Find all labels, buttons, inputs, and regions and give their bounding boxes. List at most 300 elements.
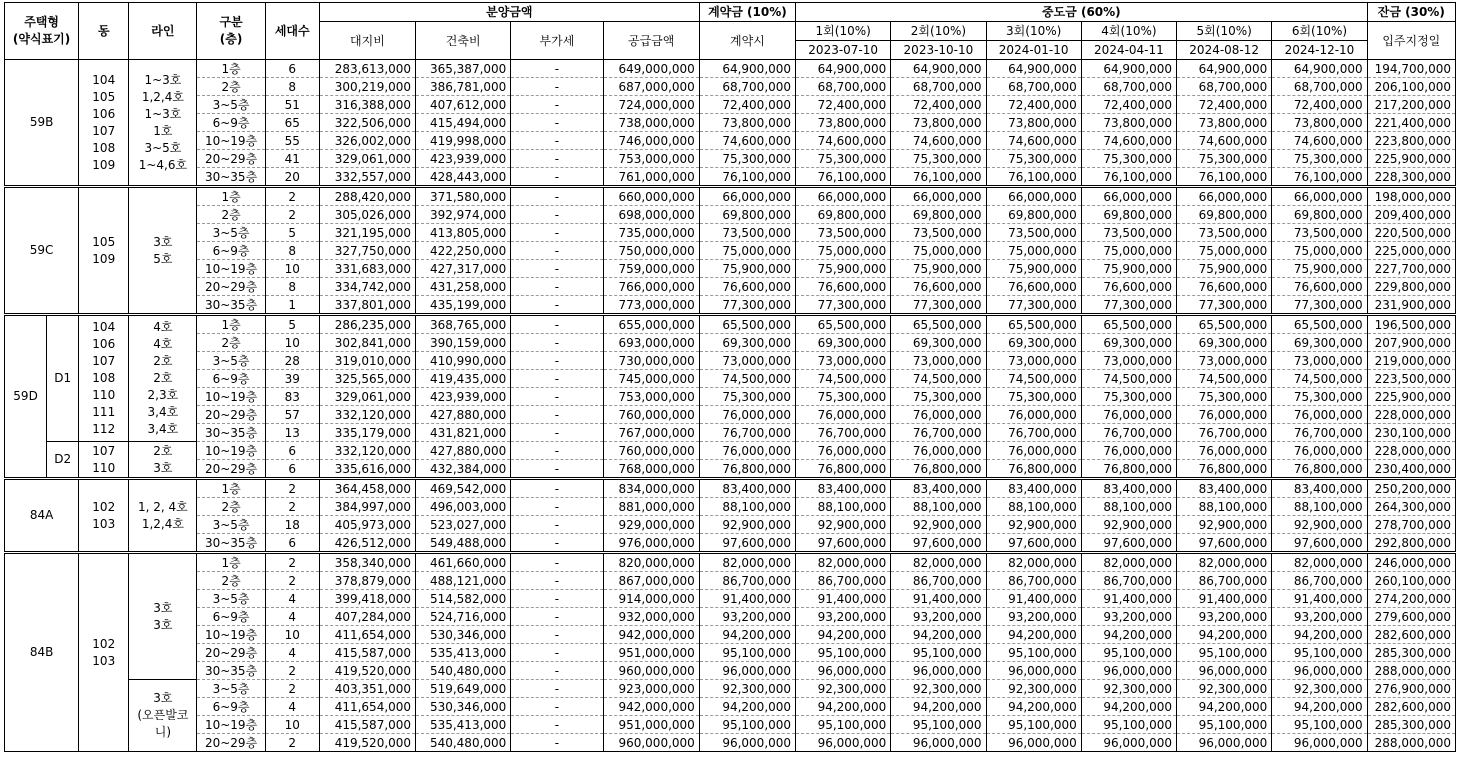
housing-type-cell: 84A [5, 479, 79, 553]
interim-installment-5-cell: 95,100,000 [1177, 716, 1272, 734]
building-cost-cell: 535,413,000 [416, 644, 511, 662]
balance-cell: 264,300,000 [1367, 498, 1455, 516]
households-cell: 6 [265, 460, 319, 479]
vat-cell: - [511, 608, 603, 626]
deposit-cell: 72,400,000 [699, 96, 795, 114]
floor-cell: 30~35층 [197, 168, 265, 187]
building-cost-cell: 386,781,000 [416, 78, 511, 96]
interim-installment-6-cell: 82,000,000 [1272, 553, 1367, 572]
interim-installment-2-cell: 76,100,000 [891, 168, 986, 187]
table-row [5, 460, 1456, 479]
balance-cell: 285,300,000 [1367, 644, 1455, 662]
interim-installment-1-cell: 92,900,000 [796, 516, 891, 534]
interim-installment-6-cell: 75,300,000 [1272, 388, 1367, 406]
balance-cell: 209,400,000 [1367, 206, 1455, 224]
deposit-cell: 86,700,000 [699, 572, 795, 590]
balance-cell: 225,900,000 [1367, 150, 1455, 168]
supply-amount-cell: 766,000,000 [603, 278, 699, 296]
interim-installment-3-cell: 75,000,000 [986, 242, 1081, 260]
interim-installment-4-cell: 76,000,000 [1081, 406, 1176, 424]
table-row [5, 370, 1456, 388]
supply-amount-cell: 730,000,000 [603, 352, 699, 370]
housing-type-cell: 59C [5, 187, 79, 315]
floor-cell: 20~29층 [197, 406, 265, 424]
building-cost-cell: 519,649,000 [416, 680, 511, 698]
land-cost-cell: 335,616,000 [319, 460, 415, 479]
floor-cell: 6~9층 [197, 242, 265, 260]
interim-installment-3-cell: 75,900,000 [986, 260, 1081, 278]
vat-cell: - [511, 296, 603, 315]
floor-cell: 10~19층 [197, 716, 265, 734]
interim-installment-3-cell: 95,100,000 [986, 644, 1081, 662]
deposit-cell: 95,100,000 [699, 716, 795, 734]
interim-installment-3-cell: 77,300,000 [986, 296, 1081, 315]
table-row [5, 96, 1456, 114]
deposit-cell: 93,200,000 [699, 608, 795, 626]
land-cost-cell: 407,284,000 [319, 608, 415, 626]
balance-cell: 288,000,000 [1367, 662, 1455, 680]
interim-installment-6-cell: 96,000,000 [1272, 734, 1367, 752]
interim-installment-1-cell: 76,000,000 [796, 442, 891, 460]
interim-installment-2-cell: 96,000,000 [891, 662, 986, 680]
supply-amount-cell: 745,000,000 [603, 370, 699, 388]
building-cost-cell: 419,998,000 [416, 132, 511, 150]
land-cost-cell: 331,683,000 [319, 260, 415, 278]
interim-installment-3-cell: 69,800,000 [986, 206, 1081, 224]
deposit-cell: 75,300,000 [699, 150, 795, 168]
building-cost-cell: 496,003,000 [416, 498, 511, 516]
floor-cell: 1층 [197, 60, 265, 78]
vat-cell: - [511, 644, 603, 662]
interim-installment-3-cell: 76,800,000 [986, 460, 1081, 479]
interim-installment-4-cell: 77,300,000 [1081, 296, 1176, 315]
interim-installment-2-cell: 93,200,000 [891, 608, 986, 626]
balance-cell: 229,800,000 [1367, 278, 1455, 296]
land-cost-cell: 329,061,000 [319, 388, 415, 406]
header-installment-4-date: 2024-04-11 [1081, 41, 1176, 60]
interim-installment-2-cell: 82,000,000 [891, 553, 986, 572]
land-cost-cell: 403,351,000 [319, 680, 415, 698]
interim-installment-3-cell: 82,000,000 [986, 553, 1081, 572]
floor-cell: 20~29층 [197, 278, 265, 296]
households-cell: 2 [265, 734, 319, 752]
interim-installment-1-cell: 83,400,000 [796, 479, 891, 498]
land-cost-cell: 419,520,000 [319, 662, 415, 680]
floor-cell: 1층 [197, 187, 265, 206]
interim-installment-3-cell: 97,600,000 [986, 534, 1081, 553]
interim-installment-1-cell: 72,400,000 [796, 96, 891, 114]
households-cell: 2 [265, 662, 319, 680]
balance-cell: 230,100,000 [1367, 424, 1455, 442]
interim-installment-6-cell: 72,400,000 [1272, 96, 1367, 114]
interim-installment-6-cell: 86,700,000 [1272, 572, 1367, 590]
households-cell: 13 [265, 424, 319, 442]
interim-installment-5-cell: 88,100,000 [1177, 498, 1272, 516]
supply-amount-cell: 759,000,000 [603, 260, 699, 278]
building-cost-cell: 365,387,000 [416, 60, 511, 78]
supply-amount-cell: 923,000,000 [603, 680, 699, 698]
interim-installment-2-cell: 92,300,000 [891, 680, 986, 698]
interim-installment-5-cell: 74,500,000 [1177, 370, 1272, 388]
interim-installment-2-cell: 75,300,000 [891, 150, 986, 168]
interim-installment-4-cell: 86,700,000 [1081, 572, 1176, 590]
interim-installment-5-cell: 73,000,000 [1177, 352, 1272, 370]
land-cost-cell: 316,388,000 [319, 96, 415, 114]
interim-installment-3-cell: 86,700,000 [986, 572, 1081, 590]
header-housing-type: 주택형 (약식표기) [5, 3, 79, 60]
vat-cell: - [511, 590, 603, 608]
households-cell: 6 [265, 534, 319, 553]
vat-cell: - [511, 516, 603, 534]
dong-cell: 104 105 106 107 108 109 [79, 60, 129, 187]
interim-installment-4-cell: 95,100,000 [1081, 716, 1176, 734]
households-cell: 4 [265, 698, 319, 716]
households-cell: 57 [265, 406, 319, 424]
table-row [5, 590, 1456, 608]
floor-cell: 2층 [197, 572, 265, 590]
balance-cell: 206,100,000 [1367, 78, 1455, 96]
land-cost-cell: 327,750,000 [319, 242, 415, 260]
supply-amount-cell: 724,000,000 [603, 96, 699, 114]
interim-installment-3-cell: 96,000,000 [986, 734, 1081, 752]
interim-installment-6-cell: 75,000,000 [1272, 242, 1367, 260]
supply-amount-cell: 820,000,000 [603, 553, 699, 572]
interim-installment-6-cell: 73,800,000 [1272, 114, 1367, 132]
interim-installment-5-cell: 94,200,000 [1177, 626, 1272, 644]
interim-installment-2-cell: 64,900,000 [891, 60, 986, 78]
interim-installment-1-cell: 94,200,000 [796, 626, 891, 644]
interim-installment-2-cell: 96,000,000 [891, 734, 986, 752]
interim-installment-4-cell: 94,200,000 [1081, 626, 1176, 644]
interim-installment-2-cell: 69,300,000 [891, 334, 986, 352]
interim-installment-5-cell: 96,000,000 [1177, 734, 1272, 752]
supply-amount-cell: 768,000,000 [603, 460, 699, 479]
interim-installment-2-cell: 73,800,000 [891, 114, 986, 132]
interim-installment-6-cell: 92,900,000 [1272, 516, 1367, 534]
dong-cell: 105 109 [79, 187, 129, 315]
header-balance-when: 입주지정일 [1367, 22, 1455, 60]
interim-installment-5-cell: 83,400,000 [1177, 479, 1272, 498]
building-cost-cell: 431,258,000 [416, 278, 511, 296]
vat-cell: - [511, 553, 603, 572]
vat-cell: - [511, 168, 603, 187]
households-cell: 5 [265, 224, 319, 242]
interim-installment-3-cell: 73,500,000 [986, 224, 1081, 242]
building-cost-cell: 428,443,000 [416, 168, 511, 187]
land-cost-cell: 405,973,000 [319, 516, 415, 534]
balance-cell: 223,800,000 [1367, 132, 1455, 150]
interim-installment-6-cell: 69,800,000 [1272, 206, 1367, 224]
interim-installment-6-cell: 66,000,000 [1272, 187, 1367, 206]
interim-installment-4-cell: 74,600,000 [1081, 132, 1176, 150]
deposit-cell: 64,900,000 [699, 60, 795, 78]
interim-installment-3-cell: 74,500,000 [986, 370, 1081, 388]
building-cost-cell: 427,880,000 [416, 442, 511, 460]
interim-installment-5-cell: 65,500,000 [1177, 315, 1272, 334]
table-row [5, 516, 1456, 534]
land-cost-cell: 322,506,000 [319, 114, 415, 132]
households-cell: 6 [265, 442, 319, 460]
vat-cell: - [511, 206, 603, 224]
interim-installment-6-cell: 69,300,000 [1272, 334, 1367, 352]
table-row [5, 608, 1456, 626]
interim-installment-1-cell: 96,000,000 [796, 662, 891, 680]
floor-cell: 2층 [197, 206, 265, 224]
vat-cell: - [511, 114, 603, 132]
deposit-cell: 76,800,000 [699, 460, 795, 479]
households-cell: 2 [265, 479, 319, 498]
balance-cell: 228,000,000 [1367, 442, 1455, 460]
supply-amount-cell: 649,000,000 [603, 60, 699, 78]
interim-installment-3-cell: 73,000,000 [986, 352, 1081, 370]
building-cost-cell: 469,542,000 [416, 479, 511, 498]
supply-amount-cell: 951,000,000 [603, 644, 699, 662]
interim-installment-2-cell: 75,000,000 [891, 242, 986, 260]
interim-installment-4-cell: 76,600,000 [1081, 278, 1176, 296]
interim-installment-6-cell: 76,100,000 [1272, 168, 1367, 187]
supply-amount-cell: 942,000,000 [603, 698, 699, 716]
interim-installment-2-cell: 94,200,000 [891, 698, 986, 716]
interim-installment-6-cell: 75,300,000 [1272, 150, 1367, 168]
vat-cell: - [511, 680, 603, 698]
table-row [5, 224, 1456, 242]
interim-installment-3-cell: 66,000,000 [986, 187, 1081, 206]
households-cell: 83 [265, 388, 319, 406]
interim-installment-1-cell: 97,600,000 [796, 534, 891, 553]
floor-cell: 2층 [197, 78, 265, 96]
header-line: 라인 [129, 3, 197, 60]
interim-installment-2-cell: 72,400,000 [891, 96, 986, 114]
interim-installment-3-cell: 83,400,000 [986, 479, 1081, 498]
households-cell: 20 [265, 168, 319, 187]
interim-installment-3-cell: 76,600,000 [986, 278, 1081, 296]
supply-amount-cell: 735,000,000 [603, 224, 699, 242]
vat-cell: - [511, 460, 603, 479]
subtype-cell: D2 [47, 442, 79, 479]
interim-installment-4-cell: 93,200,000 [1081, 608, 1176, 626]
balance-cell: 231,900,000 [1367, 296, 1455, 315]
households-cell: 28 [265, 352, 319, 370]
supply-amount-cell: 750,000,000 [603, 242, 699, 260]
land-cost-cell: 321,195,000 [319, 224, 415, 242]
interim-installment-2-cell: 74,600,000 [891, 132, 986, 150]
table-row [5, 698, 1456, 716]
table-row [5, 662, 1456, 680]
header-installment-6: 6회(10%) [1272, 22, 1367, 41]
deposit-cell: 66,000,000 [699, 187, 795, 206]
interim-installment-6-cell: 83,400,000 [1272, 479, 1367, 498]
interim-installment-1-cell: 91,400,000 [796, 590, 891, 608]
interim-installment-2-cell: 66,000,000 [891, 187, 986, 206]
vat-cell: - [511, 60, 603, 78]
line-cell: 3호 3호 [129, 553, 197, 680]
interim-installment-6-cell: 94,200,000 [1272, 626, 1367, 644]
interim-installment-3-cell: 88,100,000 [986, 498, 1081, 516]
floor-cell: 10~19층 [197, 388, 265, 406]
interim-installment-6-cell: 96,000,000 [1272, 662, 1367, 680]
land-cost-cell: 286,235,000 [319, 315, 415, 334]
balance-cell: 278,700,000 [1367, 516, 1455, 534]
interim-installment-1-cell: 76,100,000 [796, 168, 891, 187]
interim-installment-2-cell: 75,900,000 [891, 260, 986, 278]
interim-installment-1-cell: 75,300,000 [796, 150, 891, 168]
interim-installment-1-cell: 76,600,000 [796, 278, 891, 296]
households-cell: 55 [265, 132, 319, 150]
deposit-cell: 94,200,000 [699, 698, 795, 716]
building-cost-cell: 523,027,000 [416, 516, 511, 534]
line-cell: 1~3호 1,2,4호 1~3호 1호 3~5호 1~4,6호 [129, 60, 197, 187]
deposit-cell: 76,100,000 [699, 168, 795, 187]
interim-installment-1-cell: 68,700,000 [796, 78, 891, 96]
households-cell: 39 [265, 370, 319, 388]
interim-installment-5-cell: 69,800,000 [1177, 206, 1272, 224]
land-cost-cell: 332,557,000 [319, 168, 415, 187]
interim-installment-1-cell: 95,100,000 [796, 716, 891, 734]
households-cell: 10 [265, 334, 319, 352]
interim-installment-4-cell: 75,300,000 [1081, 388, 1176, 406]
interim-installment-4-cell: 83,400,000 [1081, 479, 1176, 498]
table-row [5, 626, 1456, 644]
interim-installment-4-cell: 73,000,000 [1081, 352, 1176, 370]
interim-installment-4-cell: 74,500,000 [1081, 370, 1176, 388]
building-cost-cell: 413,805,000 [416, 224, 511, 242]
interim-installment-5-cell: 93,200,000 [1177, 608, 1272, 626]
interim-installment-4-cell: 94,200,000 [1081, 698, 1176, 716]
land-cost-cell: 283,613,000 [319, 60, 415, 78]
interim-installment-2-cell: 94,200,000 [891, 626, 986, 644]
land-cost-cell: 329,061,000 [319, 150, 415, 168]
interim-installment-5-cell: 92,900,000 [1177, 516, 1272, 534]
header-dong: 동 [79, 3, 129, 60]
supply-amount-cell: 698,000,000 [603, 206, 699, 224]
deposit-cell: 96,000,000 [699, 734, 795, 752]
interim-installment-2-cell: 91,400,000 [891, 590, 986, 608]
households-cell: 4 [265, 590, 319, 608]
interim-installment-5-cell: 74,600,000 [1177, 132, 1272, 150]
balance-cell: 250,200,000 [1367, 479, 1455, 498]
building-cost-cell: 535,413,000 [416, 716, 511, 734]
interim-installment-4-cell: 75,900,000 [1081, 260, 1176, 278]
land-cost-cell: 325,565,000 [319, 370, 415, 388]
table-row [5, 534, 1456, 553]
interim-installment-6-cell: 76,800,000 [1272, 460, 1367, 479]
deposit-cell: 76,000,000 [699, 406, 795, 424]
land-cost-cell: 415,587,000 [319, 644, 415, 662]
interim-installment-4-cell: 66,000,000 [1081, 187, 1176, 206]
interim-installment-2-cell: 95,100,000 [891, 716, 986, 734]
interim-installment-5-cell: 73,500,000 [1177, 224, 1272, 242]
floor-cell: 10~19층 [197, 132, 265, 150]
table-row [5, 315, 1456, 334]
price-table-body [5, 60, 1456, 752]
interim-installment-3-cell: 72,400,000 [986, 96, 1081, 114]
interim-installment-2-cell: 95,100,000 [891, 644, 986, 662]
land-cost-cell: 332,120,000 [319, 406, 415, 424]
households-cell: 2 [265, 680, 319, 698]
interim-installment-3-cell: 92,300,000 [986, 680, 1081, 698]
floor-cell: 6~9층 [197, 608, 265, 626]
building-cost-cell: 540,480,000 [416, 662, 511, 680]
interim-installment-5-cell: 95,100,000 [1177, 644, 1272, 662]
interim-installment-1-cell: 88,100,000 [796, 498, 891, 516]
building-cost-cell: 432,384,000 [416, 460, 511, 479]
supply-amount-cell: 951,000,000 [603, 716, 699, 734]
interim-installment-5-cell: 76,700,000 [1177, 424, 1272, 442]
table-row [5, 734, 1456, 752]
header-floor: 구분 (층) [197, 3, 265, 60]
interim-installment-5-cell: 82,000,000 [1177, 553, 1272, 572]
building-cost-cell: 392,974,000 [416, 206, 511, 224]
land-cost-cell: 384,997,000 [319, 498, 415, 516]
interim-installment-4-cell: 65,500,000 [1081, 315, 1176, 334]
balance-cell: 279,600,000 [1367, 608, 1455, 626]
balance-cell: 292,800,000 [1367, 534, 1455, 553]
vat-cell: - [511, 698, 603, 716]
floor-cell: 10~19층 [197, 260, 265, 278]
deposit-cell: 97,600,000 [699, 534, 795, 553]
dong-cell: 102 103 [79, 479, 129, 553]
table-row [5, 114, 1456, 132]
interim-installment-3-cell: 68,700,000 [986, 78, 1081, 96]
floor-cell: 3~5층 [197, 224, 265, 242]
households-cell: 4 [265, 608, 319, 626]
interim-installment-4-cell: 82,000,000 [1081, 553, 1176, 572]
vat-cell: - [511, 334, 603, 352]
interim-installment-1-cell: 73,500,000 [796, 224, 891, 242]
households-cell: 2 [265, 187, 319, 206]
vat-cell: - [511, 187, 603, 206]
table-row [5, 388, 1456, 406]
supply-amount-cell: 976,000,000 [603, 534, 699, 553]
table-row [5, 442, 1456, 460]
building-cost-cell: 407,612,000 [416, 96, 511, 114]
floor-cell: 20~29층 [197, 460, 265, 479]
interim-installment-6-cell: 94,200,000 [1272, 698, 1367, 716]
interim-installment-5-cell: 76,000,000 [1177, 406, 1272, 424]
floor-cell: 10~19층 [197, 442, 265, 460]
balance-cell: 285,300,000 [1367, 716, 1455, 734]
header-installment-5: 5회(10%) [1177, 22, 1272, 41]
header-building-cost: 건축비 [416, 22, 511, 60]
vat-cell: - [511, 224, 603, 242]
deposit-cell: 75,000,000 [699, 242, 795, 260]
interim-installment-4-cell: 73,800,000 [1081, 114, 1176, 132]
interim-installment-4-cell: 64,900,000 [1081, 60, 1176, 78]
supply-amount-cell: 753,000,000 [603, 150, 699, 168]
households-cell: 2 [265, 498, 319, 516]
interim-installment-5-cell: 76,000,000 [1177, 442, 1272, 460]
deposit-cell: 76,600,000 [699, 278, 795, 296]
supply-amount-cell: 834,000,000 [603, 479, 699, 498]
floor-cell: 20~29층 [197, 644, 265, 662]
table-row [5, 352, 1456, 370]
interim-installment-1-cell: 82,000,000 [796, 553, 891, 572]
interim-installment-4-cell: 75,300,000 [1081, 150, 1176, 168]
balance-cell: 274,200,000 [1367, 590, 1455, 608]
interim-installment-4-cell: 76,700,000 [1081, 424, 1176, 442]
deposit-cell: 69,300,000 [699, 334, 795, 352]
interim-installment-6-cell: 77,300,000 [1272, 296, 1367, 315]
households-cell: 18 [265, 516, 319, 534]
header-deposit: 계약금 (10%) [699, 3, 795, 22]
vat-cell: - [511, 278, 603, 296]
vat-cell: - [511, 479, 603, 498]
table-row [5, 187, 1456, 206]
balance-cell: 198,000,000 [1367, 187, 1455, 206]
supply-amount-cell: 773,000,000 [603, 296, 699, 315]
interim-installment-6-cell: 88,100,000 [1272, 498, 1367, 516]
floor-cell: 3~5층 [197, 680, 265, 698]
